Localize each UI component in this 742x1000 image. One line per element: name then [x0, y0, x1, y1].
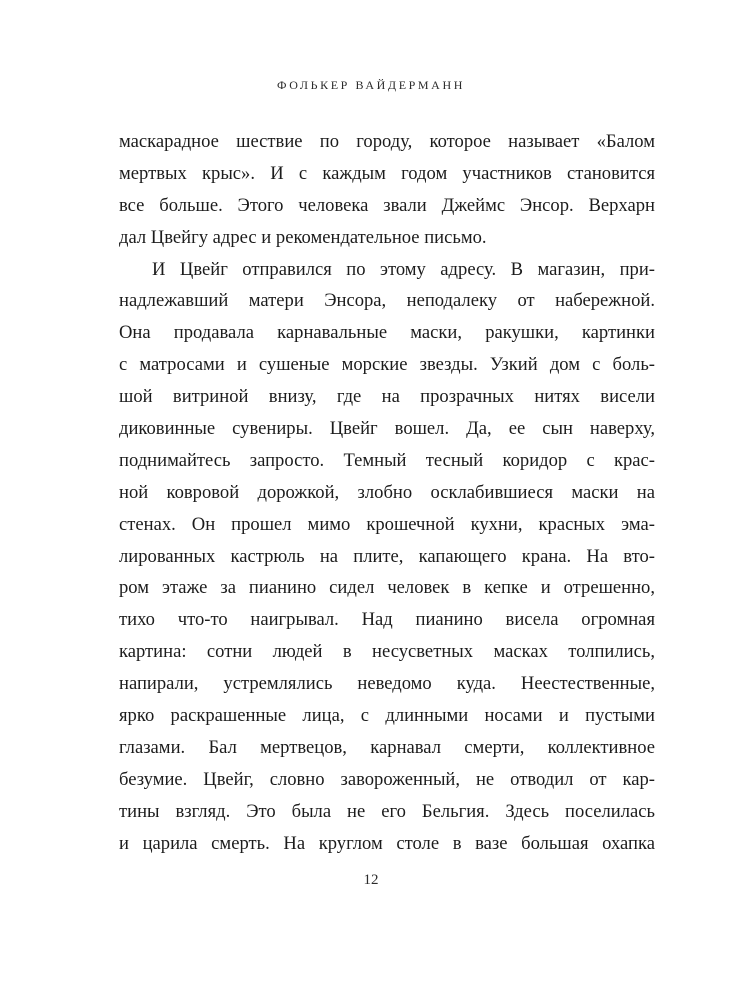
text-line: дал Цвейгу адрес и рекомендательное письмо. — [119, 226, 487, 248]
text-line: безумие. Цвейг, словно завороженный, не отводил от кар- — [119, 768, 655, 790]
text-line: ярко раскрашенные лица, с длинными носами и пустыми — [119, 705, 655, 727]
text-line: ром этаже за пианино сидел человек в кепке и отрешенно, — [119, 577, 655, 599]
page-number: 12 — [363, 872, 379, 888]
text-line: диковинные сувениры. Цвейг вошел. Да, ее сын наверху, — [119, 418, 655, 440]
text-line: лированных кастрюль на плите, капающего крана. На вто- — [119, 545, 655, 567]
paragraph — [119, 254, 655, 860]
text-line: стенах. Он прошел мимо крошечной кухни, красных эма- — [119, 513, 655, 535]
text-line: напирали, устремлялись неведомо куда. Неестественные, — [119, 673, 655, 695]
text-line: ной ковровой дорожкой, злобно осклабившиеся маски на — [119, 481, 655, 503]
body-text — [119, 126, 655, 859]
text-line: все больше. Этого человека звали Джеймс Энсор. Верхарн — [119, 194, 655, 216]
text-line: и царила смерть. На круглом столе в вазе большая охапка — [119, 832, 655, 854]
text-line: глазами. Бал мертвецов, карнавал смерти, коллективное — [119, 736, 655, 758]
text-line: тины взгляд. Это была не его Бельгия. Здесь поселилась — [119, 800, 655, 822]
text-line: с матросами и сушеные морские звезды. Узкий дом с боль- — [119, 354, 655, 376]
text-line: Она продавала карнавальные маски, ракушки, картинки — [119, 322, 655, 344]
paragraph — [119, 126, 655, 254]
running-head: ФОЛЬКЕР ВАЙДЕРМАНН — [277, 78, 465, 92]
text-line: И Цвейг отправился по этому адресу. В магазин, при- — [152, 258, 655, 280]
text-line: надлежавший матери Энсора, неподалеку от набережной. — [119, 290, 655, 312]
text-line: картина: сотни людей в несусветных масках толпились, — [119, 641, 655, 663]
text-line: тихо что-то наигрывал. Над пианино висела огромная — [119, 609, 655, 631]
text-line: мертвых крыс». И с каждым годом участников становится — [119, 162, 655, 184]
text-line: маскарадное шествие по городу, которое называет «Балом — [119, 131, 655, 152]
text-line: шой витриной внизу, где на прозрачных нитях висели — [119, 386, 655, 408]
text-line: поднимайтесь запросто. Темный тесный коридор с крас- — [119, 449, 655, 471]
